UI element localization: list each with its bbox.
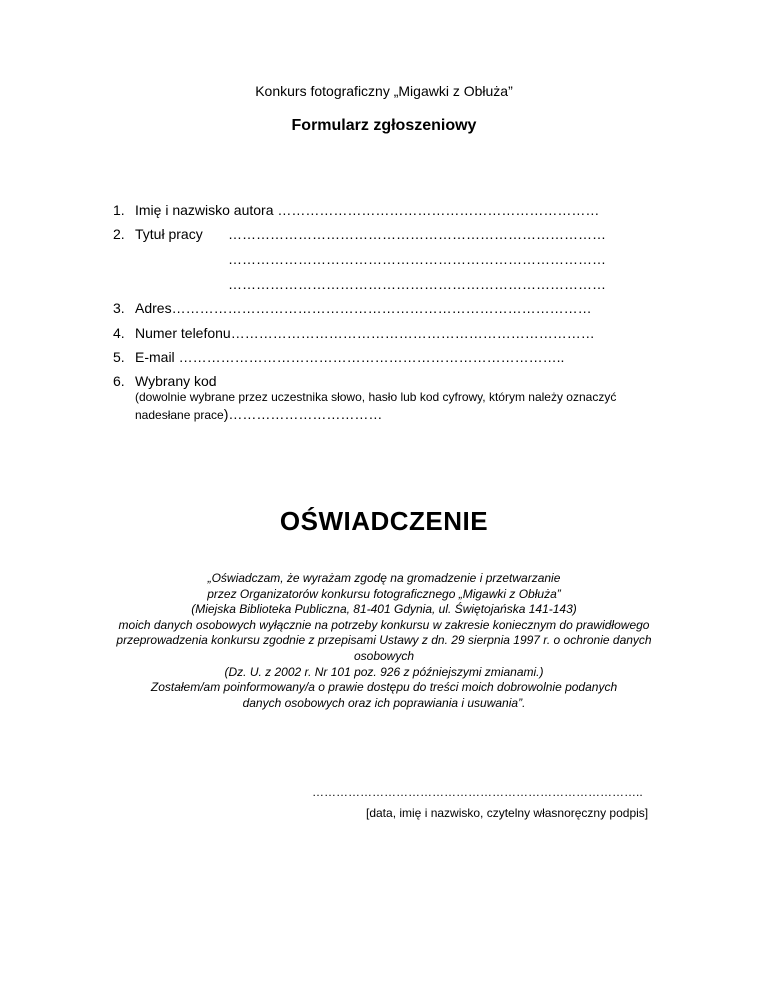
signature-line: ……………………………………………………………………….. xyxy=(312,785,643,799)
fill-in-dots: ……………………………………………………………………….. xyxy=(178,349,565,365)
item-number: 5. xyxy=(113,349,125,365)
declaration-line: „Oświadczam, że wyrażam zgodę na gromadzenie i przetwarzanie xyxy=(207,571,561,585)
field-label: Tytuł pracy xyxy=(135,226,203,242)
contest-name: Konkurs fotograficzny „Migawki z Obłuża” xyxy=(255,83,513,99)
declaration-line: moich danych osobowych wyłącznie na potrzeby konkursu w zakresie koniecznym do prawidłowego xyxy=(118,617,650,632)
field-address xyxy=(113,300,592,316)
signature-label: [data, imię i nazwisko, czytelny własnoręczny podpis] xyxy=(366,806,649,820)
item-number: 6. xyxy=(113,373,125,389)
item-number: 2. xyxy=(113,226,125,242)
field-chosen-code xyxy=(113,373,217,389)
item-number: 4. xyxy=(113,325,125,341)
fill-in-dots: …………………………………………………………… xyxy=(277,202,600,218)
item-number: 1. xyxy=(113,202,125,218)
field-label: E-mail xyxy=(135,349,175,365)
field-label: Wybrany kod xyxy=(135,373,217,389)
fill-in-dots: ……………………………………………………………………… xyxy=(228,276,606,292)
code-hint-text: nadesłane prace xyxy=(135,408,224,422)
field-email xyxy=(113,349,564,365)
field-label: Imię i nazwisko autora xyxy=(135,202,274,218)
field-work-title xyxy=(113,226,203,242)
form-title: Formularz zgłoszeniowy xyxy=(291,117,477,134)
field-phone xyxy=(113,325,595,341)
fill-in-dots: )…………………………… xyxy=(223,406,383,422)
declaration-heading: OŚWIADCZENIE xyxy=(279,506,489,536)
declaration-line: (Miejska Biblioteka Publiczna, 81-401 Gdynia, ul. Świętojańska 141-143) xyxy=(191,602,577,617)
field-author-name xyxy=(113,202,599,218)
item-number: 3. xyxy=(113,300,125,316)
fill-in-dots: …………………………………………………………………… xyxy=(230,325,595,341)
fill-in-dots: ……………………………………………………………………………… xyxy=(171,300,592,316)
fill-in-dots: ……………………………………………………………………… xyxy=(228,226,606,242)
declaration-text xyxy=(0,571,768,711)
declaration-line: przeprowadzenia konkursu zgodnie z przepisami Ustawy z dn. 29 sierpnia 1997 r. o ochronie danych xyxy=(116,633,652,648)
code-hint: (dowolnie wybrane przez uczestnika słowo, hasło lub kod cyfrowy, którym należy oznaczyć xyxy=(135,390,617,404)
declaration-line: danych osobowych oraz ich poprawiania i usuwania”. xyxy=(242,695,526,710)
declaration-line: osobowych xyxy=(353,648,415,663)
declaration-line: (Dz. U. z 2002 r. Nr 101 poz. 926 z późniejszymi zmianami.) xyxy=(224,664,544,679)
fill-in-dots: ……………………………………………………………………… xyxy=(228,251,606,267)
field-label: Adres xyxy=(135,300,172,316)
code-hint-line-2 xyxy=(135,406,382,422)
declaration-line: Zostałem/am poinformowany/a o prawie dostępu do treści moich dobrowolnie podanych xyxy=(150,680,618,695)
field-label: Numer telefonu xyxy=(135,325,231,341)
declaration-line: przez Organizatorów konkursu fotograficznego „Migawki z Obłuża” xyxy=(207,586,561,601)
